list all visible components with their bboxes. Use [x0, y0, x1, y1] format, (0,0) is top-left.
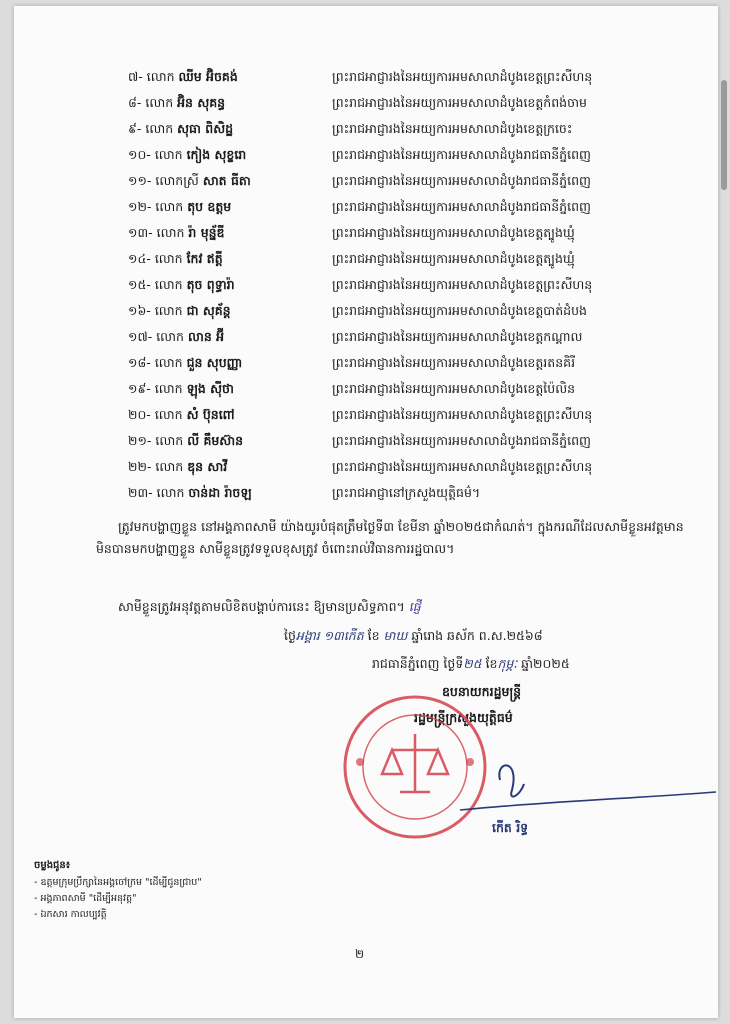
closing-paragraph: [96, 596, 696, 618]
item-name: ជួន សុបញ្ញា: [186, 355, 243, 370]
lunar-date-handwritten: អង្គារ ១៣កើត: [295, 628, 364, 643]
item-title: លោក: [154, 147, 183, 162]
page-number: ២: [355, 947, 365, 961]
list-item: [128, 459, 688, 483]
item-number: ១៨-: [128, 355, 151, 370]
item-name: សុធា ពិសិដ្ឋ: [177, 121, 234, 136]
instruction-paragraph: ត្រូវមកបង្ហាញខ្លួន នៅអង្គភាពសាមី យ៉ាងយូរបំផុតត្រឹមថ្ងៃទី៣ ខែមីនា ឆ្នាំ២០២៥ជាកំណត់។ ក្នុងករណីដែលសាមីខ្លួនអវត្តមាន មិនបានមកបង្ហាញខ្លួន សាមីខ្លួនត្រូវទទួលខុសត្រូវ ចំពោះរាល់វិធានការរដ្ឋបាល។: [96, 519, 684, 556]
scrollbar[interactable]: [721, 80, 727, 190]
item-number: ២០-: [128, 407, 151, 422]
item-position: ព្រះរាជអាជ្ញារងនៃអយ្យការអមសាលាដំបូងខេត្តកណ្តាល: [332, 329, 583, 344]
item-title: លោក: [145, 121, 174, 136]
item-name: កែវ ឥត្តី: [186, 251, 223, 266]
item-position: ព្រះរាជអាជ្ញារងនៃអយ្យការអមសាលាដំបូងខេត្តរតនគិរី: [332, 355, 576, 370]
lunar-date-month-handwritten: មាឃ: [383, 628, 408, 643]
item-number: ១០-: [128, 147, 151, 162]
item-title: លោក: [154, 251, 183, 266]
signer-name: កើត រិទ្ធ: [492, 820, 529, 835]
item-title: លោក: [155, 433, 184, 448]
solar-date-day-handwritten: ២៥: [463, 656, 482, 671]
item-title: លោក: [146, 69, 175, 84]
signer-title-1: ឧបនាយករដ្ឋមន្ត្រី: [442, 684, 522, 699]
list-item: [128, 355, 688, 379]
signer-title-2: រដ្ឋមន្ត្រីក្រសួងយុត្តិធម៌: [414, 710, 513, 725]
item-title: លោក: [154, 277, 183, 292]
item-position: ព្រះរាជអាជ្ញារងនៃអយ្យការអមសាលាដំបូងខេត្តប៉ៃលិន: [332, 381, 576, 396]
list-item: [128, 303, 688, 327]
lunar-date-month-label: ខែ: [367, 628, 380, 643]
item-position: ព្រះរាជអាជ្ញារងនៃអយ្យការអមសាលាដំបូងខេត្តព្រះសីហនុ: [332, 277, 593, 292]
list-item: [128, 173, 688, 197]
item-title: លោកស្រី: [155, 173, 199, 188]
item-position: ព្រះរាជអាជ្ញារងនៃអយ្យការអមសាលាដំបូងរាជធានីភ្នំពេញ: [332, 433, 591, 448]
item-title: លោក: [154, 303, 183, 318]
item-position: ព្រះរាជអាជ្ញារងនៃអយ្យការអមសាលាដំបូងរាជធានីភ្នំពេញ: [332, 147, 591, 162]
item-position: ព្រះរាជអាជ្ញារងនៃអយ្យការអមសាលាដំបូងខេត្តព្រះសីហនុ: [332, 459, 593, 474]
solar-date: [372, 656, 570, 675]
item-name: សាត ធីតា: [202, 173, 251, 188]
item-position: ព្រះរាជអាជ្ញារងនៃអយ្យការអមសាលាដំបូងខេត្តព្រះសីហនុ: [332, 69, 593, 84]
list-item: [128, 199, 688, 223]
list-item: [128, 95, 688, 119]
list-item: [128, 69, 688, 93]
list-item: [128, 485, 688, 509]
item-number: ២២-: [128, 459, 152, 474]
lunar-date-suffix: ឆ្នាំរោង ឆស័ក ព.ស.២៥៦៨: [411, 628, 543, 643]
item-name: ជា សុគ័ន្ត: [186, 303, 231, 318]
item-position: ព្រះរាជអាជ្ញារងនៃអយ្យការអមសាលាដំបូងខេត្តបាត់ដំបង: [332, 303, 587, 318]
item-number: ១២-: [128, 199, 152, 214]
closing-text: សាមីខ្លួនត្រូវអនុវត្តតាមលិខិតបង្គាប់ការនេះ ឱ្យមានប្រសិទ្ធភាព។: [118, 599, 405, 614]
item-name: សំ ប៊ុនពៅ: [186, 407, 235, 422]
item-name: លាន អ៊ី: [187, 329, 225, 344]
solar-date-month-label: ខែ: [485, 656, 498, 671]
item-title: លោក: [145, 95, 174, 110]
signature-line: [460, 792, 716, 810]
item-position: ព្រះរាជអាជ្ញារងនៃអយ្យការអមសាលាដំបូងខេត្តក្រចេះ: [332, 121, 573, 136]
solar-date-suffix: ឆ្នាំ២០២៥: [521, 656, 570, 671]
item-number: ១៦-: [128, 303, 151, 318]
item-number: ១៧-: [128, 329, 153, 344]
item-position: ព្រះរាជអាជ្ញារងនៃអយ្យការអមសាលាដំបូងខេត្តត្បូងឃ្មុំ: [332, 225, 575, 240]
lunar-date: [284, 628, 543, 647]
item-position: ព្រះរាជអាជ្ញារងនៃអយ្យការអមសាលាដំបូងរាជធានីភ្នំពេញ: [332, 199, 591, 214]
stamp-star-icon: [356, 758, 364, 766]
item-name: អ៊ិន សុគន្ធ: [177, 95, 226, 110]
item-title: លោក: [154, 355, 183, 370]
solar-date-month-handwritten: កុម្ភៈ: [497, 656, 518, 671]
item-position: ព្រះរាជអាជ្ញារងនៃអយ្យការអមសាលាដំបូងរាជធានីភ្នំពេញ: [332, 173, 591, 188]
signature-stroke: [499, 765, 524, 796]
list-item: [128, 433, 688, 457]
item-name: រ៉ា មុន្ន័ឌី: [188, 225, 225, 240]
item-number: ២១-: [128, 433, 152, 448]
item-name: ចាន់ដា រ៉ាចឡ: [188, 485, 252, 500]
item-number: ៨-: [128, 95, 142, 110]
scales-of-justice-icon: [382, 734, 448, 792]
list-item: [128, 121, 688, 145]
signature-mark: [440, 740, 720, 840]
list-item: [128, 407, 688, 431]
item-name: ឈីម អ៊ិចគង់: [178, 69, 238, 84]
item-position: ព្រះរាជអាជ្ញានៅក្រសួងយុត្តិធម៌។: [332, 485, 481, 500]
item-number: ១១-: [128, 173, 152, 188]
cc-item: - អង្គភាពសាមី "ដើម្បីអនុវត្ត": [34, 893, 137, 904]
item-name: កៀង សុខ្ខរោ: [186, 147, 247, 162]
item-position: ព្រះរាជអាជ្ញារងនៃអយ្យការអមសាលាដំបូងខេត្តកំពង់ចាម: [332, 95, 587, 110]
item-number: ១៩-: [128, 381, 151, 396]
item-title: លោក: [156, 485, 185, 500]
item-number: ១៤-: [128, 251, 151, 266]
item-number: ១៣-: [128, 225, 153, 240]
item-position: ព្រះរាជអាជ្ញារងនៃអយ្យការអមសាលាដំបូងខេត្តព្រះសីហនុ: [332, 407, 593, 422]
item-number: ២៣-: [128, 485, 153, 500]
cc-heading: ចម្លងជូន៖: [34, 860, 71, 871]
item-title: លោក: [155, 459, 184, 474]
item-number: ៧-: [128, 69, 143, 84]
item-name: តុប ឧត្តម: [187, 199, 232, 214]
item-title: លោក: [154, 381, 183, 396]
item-name: លី គឹមស៊ាន: [187, 433, 244, 448]
item-name: តុច ពុទ្ធារ៉ា: [186, 277, 235, 292]
list-item: [128, 277, 688, 301]
item-number: ៩-: [128, 121, 142, 136]
item-position: ព្រះរាជអាជ្ញារងនៃអយ្យការអមសាលាដំបូងខេត្តត្បូងឃ្មុំ: [332, 251, 575, 266]
cc-item: - ឧត្តមក្រុមប្រឹក្សានៃអង្គចៅក្រម "ដើម្បីជូនជ្រាប": [34, 877, 202, 888]
list-item: [128, 225, 688, 249]
initial-mark: ផ្ញើ: [408, 599, 421, 614]
list-item: [128, 251, 688, 275]
lunar-date-prefix: ថ្ងៃ: [284, 628, 296, 643]
item-title: លោក: [155, 199, 184, 214]
item-number: ១៥-: [128, 277, 151, 292]
item-title: លោក: [156, 225, 185, 240]
item-name: ឡុង ស៊ីថា: [186, 381, 234, 396]
list-item: [128, 147, 688, 171]
cc-item: - ឯកសារ កាលប្បវត្តិ: [34, 909, 107, 920]
item-title: លោក: [156, 329, 184, 344]
item-name: ឌុន សាវី: [187, 459, 228, 474]
list-item: [128, 329, 688, 353]
item-title: លោក: [154, 407, 183, 422]
list-item: [128, 381, 688, 405]
solar-date-prefix: រាជធានីភ្នំពេញ ថ្ងៃទី: [372, 656, 464, 671]
